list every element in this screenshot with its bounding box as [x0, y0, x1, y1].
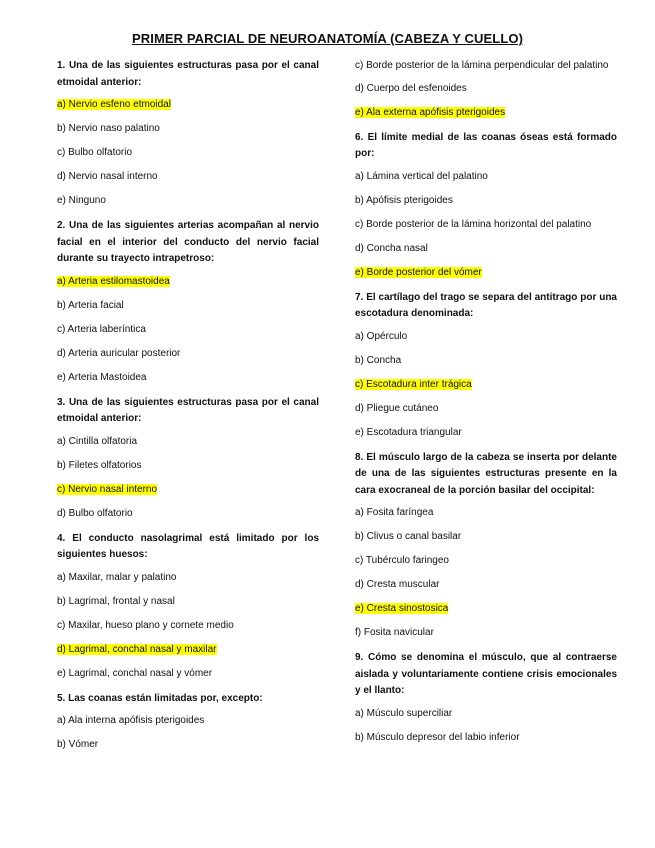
item-text: e) Lagrimal, conchal nasal y vómer	[57, 667, 213, 679]
item-text: b) Arteria facial	[57, 299, 124, 311]
question-text	[355, 650, 617, 700]
item-text: 4. El conducto nasolagrimal está limitado por los siguientes huesos:	[57, 532, 319, 560]
item-text: e) Cresta sinostosica	[355, 603, 449, 614]
question-text	[57, 218, 319, 268]
item-text: d) Lagrimal, conchal nasal y maxilar	[57, 643, 217, 655]
item-text: d) Cuerpo del esfenoides	[355, 82, 467, 94]
answer-option	[57, 459, 319, 473]
item-text: d) Arteria auricular posterior	[57, 347, 181, 359]
item-text: 7. El cartílago del trago se separa del antitrago por una escotadura denominada:	[355, 291, 617, 319]
item-text: a) Opérculo	[355, 330, 408, 342]
item-text: a) Arteria estilomastoidea	[57, 275, 170, 287]
answer-option	[57, 595, 319, 609]
item-text: c) Nervio nasal interno	[57, 483, 158, 495]
item-text: a) Maxilar, malar y palatino	[57, 571, 177, 583]
item-text: e) Borde posterior del vómer	[355, 266, 482, 278]
item-text: b) Nervio naso palatino	[57, 123, 160, 134]
item-text: 2. Una de las siguientes arterias acompañan al nervio facial en el interior del conducto del nervio facial durante su trayecto intrapetroso:	[57, 220, 319, 264]
answer-option-correct	[57, 98, 319, 112]
item-text: d) Concha nasal	[355, 242, 428, 254]
item-text: f) Fosita navicular	[355, 627, 434, 638]
item-text: c) Borde posterior de la lámina perpendicular del palatino	[355, 60, 609, 71]
answer-option	[57, 435, 319, 449]
item-text: d) Bulbo olfatorio	[57, 507, 133, 519]
answer-option	[355, 578, 617, 592]
answer-option	[57, 738, 319, 752]
answer-option	[57, 667, 319, 681]
answer-option-correct	[355, 378, 617, 392]
answer-option	[355, 354, 617, 368]
item-text: 5. Las coanas están limitadas por, excepto:	[57, 692, 263, 704]
answer-option	[355, 82, 617, 96]
answer-option	[355, 530, 617, 544]
answer-option	[355, 242, 617, 256]
answer-option	[57, 619, 319, 633]
item-text: 8. El músculo largo de la cabeza se inserta por delante de una de las siguientes estructuras presente en la cara exocraneal de la porción basilar del occipital:	[355, 451, 617, 496]
answer-option-correct	[355, 266, 617, 280]
answer-option	[355, 194, 617, 208]
answer-option	[355, 626, 617, 640]
item-text: e) Escotadura triangular	[355, 426, 462, 438]
item-text: 9. Cómo se denomina el músculo, que al contraerse aislada y voluntariamente contiene crisis emocionales y el llanto:	[355, 652, 617, 696]
item-text: d) Cresta muscular	[355, 579, 440, 590]
answer-option-correct	[355, 106, 617, 120]
item-text: a) Cintilla olfatoria	[57, 435, 138, 447]
page-title: PRIMER PARCIAL DE NEUROANATOMÍA (CABEZA Y CUELLO)	[131, 31, 524, 46]
answer-option	[355, 58, 617, 75]
answer-option	[57, 714, 319, 728]
question-text	[355, 130, 617, 163]
answer-option	[355, 554, 617, 568]
item-text: c) Bulbo olfatorio	[57, 147, 133, 158]
answer-option	[57, 122, 319, 136]
answer-option	[57, 299, 319, 313]
answer-option	[57, 323, 319, 337]
answer-option	[355, 426, 617, 440]
item-text: c) Arteria laberíntica	[57, 323, 146, 335]
answer-option-correct	[355, 602, 617, 616]
item-text: 1. Una de las siguientes estructuras pasa por el canal etmoidal anterior:	[57, 60, 319, 88]
answer-option	[355, 170, 617, 184]
answer-option	[355, 731, 617, 745]
question-text	[57, 395, 319, 428]
question-text	[355, 450, 617, 500]
answer-option	[57, 571, 319, 585]
answer-option-correct	[57, 643, 319, 657]
item-text: d) Nervio nasal interno	[57, 171, 158, 182]
item-text: b) Apófisis pterigoides	[355, 194, 453, 206]
answer-option	[355, 707, 617, 721]
item-text: b) Clivus o canal basilar	[355, 531, 462, 542]
item-text: c) Borde posterior de la lámina horizontal del palatino	[355, 218, 592, 230]
item-text: b) Filetes olfatorios	[57, 459, 142, 471]
item-text: b) Concha	[355, 354, 402, 366]
item-text: a) Músculo superciliar	[355, 707, 453, 719]
item-text: a) Ala interna apófisis pterigoides	[57, 715, 205, 726]
item-text: a) Nervio esfeno etmoidal	[57, 99, 171, 110]
item-text: b) Músculo depresor del labio inferior	[355, 731, 520, 743]
item-text: d) Pliegue cutáneo	[355, 402, 439, 414]
answer-option	[57, 371, 319, 385]
answer-option	[355, 402, 617, 416]
question-text	[355, 290, 617, 323]
question-text	[57, 531, 319, 564]
item-text: e) Ninguno	[57, 195, 106, 206]
answer-option-correct	[57, 275, 319, 289]
answer-option-correct	[57, 483, 319, 497]
item-text: b) Lagrimal, frontal y nasal	[57, 595, 175, 607]
item-text: e) Arteria Mastoidea	[57, 371, 147, 383]
answer-option	[57, 170, 319, 184]
item-text: c) Escotadura inter trágica	[355, 378, 472, 390]
answer-option	[57, 194, 319, 208]
item-text: a) Fosita faríngea	[355, 507, 434, 518]
answer-option	[355, 506, 617, 520]
question-text	[57, 58, 319, 91]
item-text: e) Ala externa apófisis pterigoides	[355, 106, 506, 118]
item-text: a) Lámina vertical del palatino	[355, 170, 488, 182]
left-column	[57, 58, 319, 762]
answer-option	[57, 507, 319, 521]
answer-option	[355, 330, 617, 344]
answer-option	[57, 347, 319, 361]
question-text	[57, 691, 319, 708]
item-text: 3. Una de las siguientes estructuras pasa por el canal etmoidal anterior:	[57, 396, 319, 424]
item-text: 6. El límite medial de las coanas óseas está formado por:	[355, 131, 617, 159]
answer-option	[355, 218, 617, 232]
answer-option	[57, 146, 319, 160]
item-text: c) Maxilar, hueso plano y cornete medio	[57, 619, 234, 631]
item-text: b) Vómer	[57, 739, 99, 750]
right-column	[355, 58, 617, 755]
item-text: c) Tubérculo faringeo	[355, 555, 449, 566]
